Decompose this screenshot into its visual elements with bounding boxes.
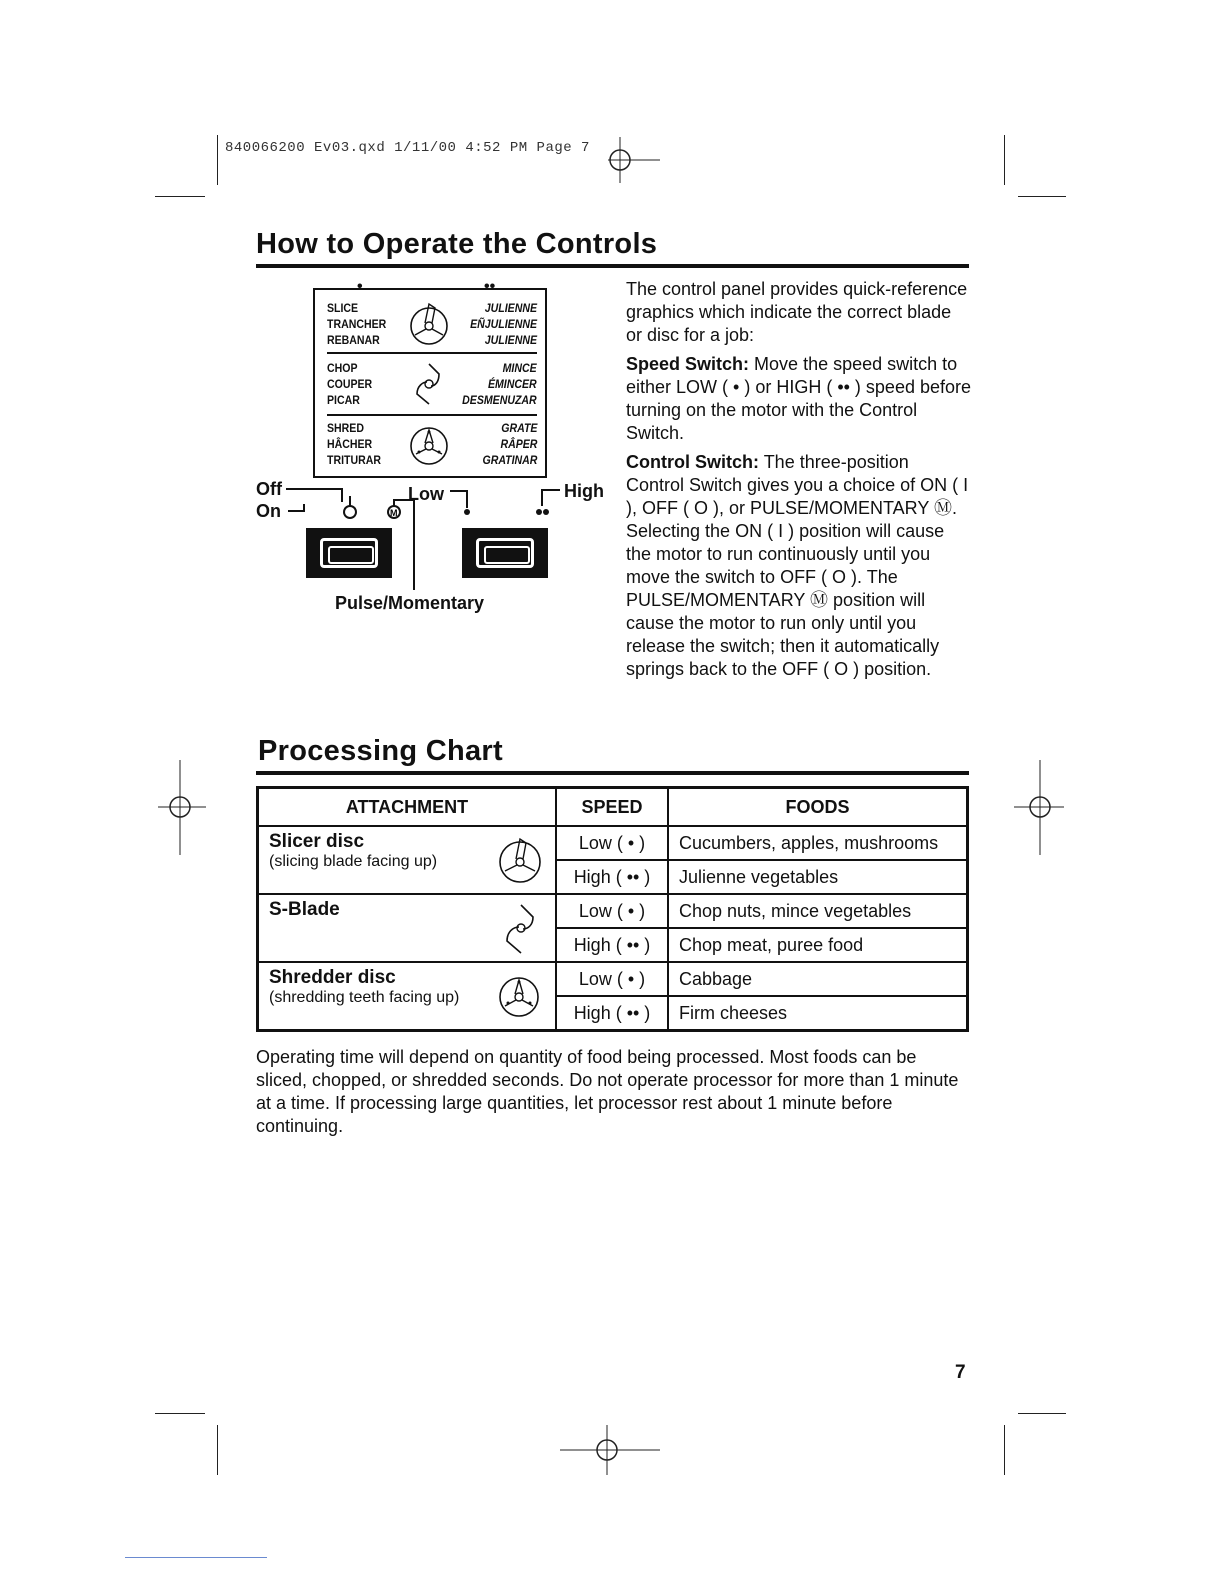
intro-paragraph: The control panel provides quick-reference graphics which indicate the correct blade or disc for a job:: [626, 279, 968, 345]
label: DESMENUZAR: [462, 393, 537, 407]
low-speed-dot: •: [357, 278, 363, 295]
speed-cell: High ( •• ): [556, 996, 668, 1031]
operating-time-note: Operating time will depend on quantity of food being processed. Most foods can be sliced, chopped, or shredded seconds. Do not operate processor for more than 1 minute at a time. If processing large quantities, let processor rest about 1 minute before continuing.: [256, 1047, 959, 1136]
label: MINCE: [502, 361, 537, 375]
label: REBANAR: [327, 333, 380, 347]
label: JULIENNE: [484, 333, 537, 347]
speed-cell: Low ( • ): [556, 826, 668, 860]
label: COUPER: [327, 377, 373, 391]
panel-divider: [327, 352, 537, 354]
label: HÂCHER: [327, 437, 373, 451]
table-row: [258, 962, 968, 996]
shredder-disc-icon: [407, 422, 451, 466]
label: GRATINAR: [482, 453, 537, 467]
crop-mark: [1018, 196, 1066, 197]
panel-slice-labels: [327, 300, 386, 348]
label: JULIENNE: [484, 301, 537, 315]
attachment-note: (shredding teeth facing up): [269, 989, 460, 1006]
speed-cell: High ( •• ): [556, 928, 668, 962]
control-switch-text: The three-position Control Switch gives you a choice of ON ( I ), OFF ( O ), or PULSE/MOMENTARY Ⓜ. Selecting the ON ( I ) position will cause the motor to run continuously until you move the switch to OFF ( O ). The PULSE/MOMENTARY Ⓜ position will cause the motor to run only until you release the switch; then it automatically springs back to the OFF ( O ) position.: [626, 452, 969, 679]
s-blade-icon: [409, 360, 449, 410]
blade-guide-panel: [313, 288, 547, 478]
foods-cell: Chop meat, puree food: [668, 928, 968, 962]
label: PICAR: [327, 393, 360, 407]
section-title: Processing Chart: [258, 735, 503, 767]
panel-shred-labels: [327, 420, 381, 468]
foods-cell: Cabbage: [668, 962, 968, 996]
panel-grate-labels: [482, 420, 537, 468]
print-slug: 840066200 Ev03.qxd 1/11/00 4:52 PM Page 7: [225, 140, 590, 156]
on-label: On: [256, 501, 281, 521]
bottom-line: [125, 1557, 267, 1558]
pulse-momentary-label: Pulse/Momentary: [335, 593, 485, 613]
header-attachment: ATTACHMENT: [258, 788, 557, 827]
control-switch-rocker-inner: [328, 546, 374, 564]
title-rule: [256, 771, 969, 775]
table-row: [258, 894, 968, 928]
speed-cell: Low ( • ): [556, 894, 668, 928]
crop-mark: [155, 196, 205, 197]
label: RÂPER: [500, 437, 537, 451]
label: CHOP: [327, 361, 358, 375]
panel-row-chop: [327, 360, 537, 414]
label: EÑJULIENNE: [470, 317, 537, 331]
control-switch-term: Control Switch:: [626, 452, 759, 472]
svg-text:M: M: [390, 508, 398, 518]
attachment-name: Shredder disc: [269, 967, 396, 988]
crop-mark: [1004, 1425, 1005, 1475]
panel-row-slice: [327, 300, 537, 354]
speed-switch-text: Move the speed switch to either LOW ( • ) or HIGH ( •• ) speed before turning on the motor with the Control Switch.: [626, 354, 972, 443]
speed-switch-paragraph: [626, 353, 971, 445]
label: SLICE: [327, 301, 359, 315]
speed-switch-term: Speed Switch:: [626, 354, 750, 374]
crop-mark: [1004, 135, 1005, 185]
speed-cell: Low ( • ): [556, 962, 668, 996]
foods-cell: Chop nuts, mince vegetables: [668, 894, 968, 928]
controls-description: [626, 278, 971, 687]
high-speed-dots: ••: [484, 278, 496, 295]
slicer-disc-icon: [407, 302, 451, 346]
table-header-row: [258, 788, 968, 827]
attachment-cell: [258, 962, 557, 1031]
header-foods: FOODS: [668, 788, 968, 827]
section-title: How to Operate the Controls: [256, 228, 658, 260]
attachment-cell: [258, 826, 557, 894]
header-speed: SPEED: [556, 788, 668, 827]
title-rule: [256, 264, 969, 268]
panel-chop-labels: [327, 360, 372, 408]
attachment-name: Slicer disc: [269, 831, 365, 852]
registration-mark-icon: [560, 1425, 660, 1475]
s-blade-icon: [499, 901, 543, 957]
crop-mark: [1018, 1413, 1066, 1414]
panel-mince-labels: [462, 360, 537, 408]
attachment-name: S-Blade: [269, 899, 340, 920]
slicer-disc-icon: [495, 835, 545, 885]
label: GRATE: [500, 421, 537, 435]
shredder-disc-icon: [495, 971, 543, 1019]
foods-cell: Cucumbers, apples, mushrooms: [668, 826, 968, 860]
foods-cell: Firm cheeses: [668, 996, 968, 1031]
speed-switch-rocker-inner: [484, 546, 530, 564]
crop-mark: [217, 1425, 218, 1475]
table-row: [258, 826, 968, 860]
label: TRITURAR: [327, 453, 381, 467]
control-switch-rocker: [320, 538, 378, 568]
processing-chart-table: [256, 786, 969, 1032]
speed-cell: High ( •• ): [556, 860, 668, 894]
label: ÉMINCER: [488, 377, 537, 391]
label: TRANCHER: [327, 317, 387, 331]
registration-mark-icon: [150, 760, 210, 860]
label: SHRED: [327, 421, 364, 435]
control-switch: [306, 528, 392, 578]
speed-switch: [462, 528, 548, 578]
registration-mark-icon: [590, 135, 660, 185]
panel-divider: [327, 414, 537, 416]
high-label: High: [564, 481, 604, 501]
off-label: Off: [256, 479, 282, 499]
crop-mark: [155, 1413, 205, 1414]
control-switch-paragraph: [626, 451, 971, 681]
panel-julienne-labels: [470, 300, 537, 348]
attachment-cell: [258, 894, 557, 962]
speed-switch-rocker: [476, 538, 534, 568]
registration-mark-icon: [1010, 760, 1070, 860]
crop-mark: [217, 135, 218, 185]
low-label: Low: [408, 484, 444, 504]
page-number: 7: [955, 1362, 966, 1383]
panel-row-shred: [327, 420, 537, 474]
foods-cell: Julienne vegetables: [668, 860, 968, 894]
attachment-note: (slicing blade facing up): [269, 853, 438, 870]
